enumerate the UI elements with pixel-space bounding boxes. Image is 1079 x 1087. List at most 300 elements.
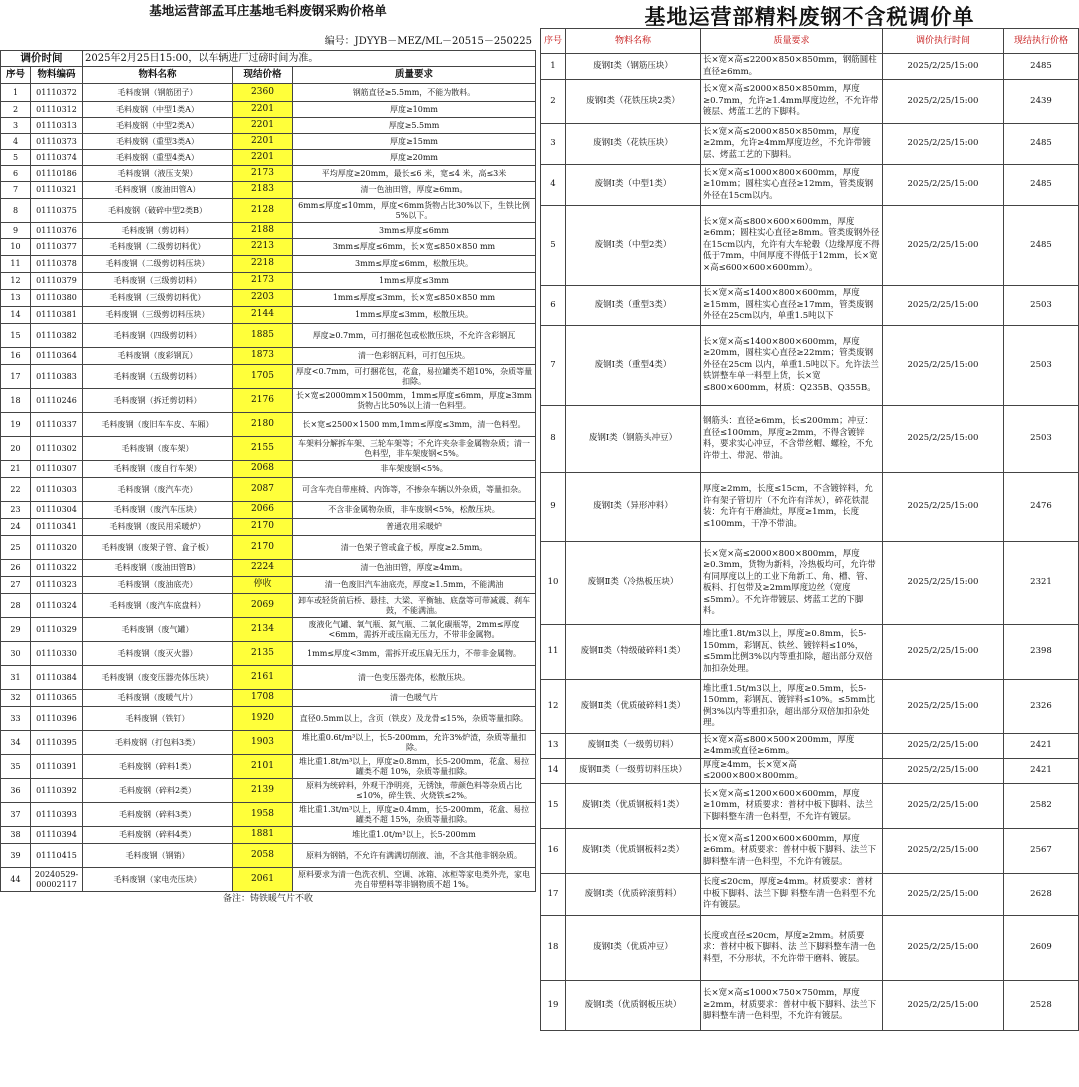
material-code: 01110393 <box>31 803 83 827</box>
material-name: 废钢Ⅰ类（钢筋头冲豆） <box>566 406 701 473</box>
time-value: 2025年2月25日15:00，以车辆进厂过磅时间为准。 <box>83 51 536 67</box>
cash-price: 2170 <box>233 519 293 536</box>
cash-price: 1873 <box>233 348 293 365</box>
material-code: 01110392 <box>31 779 83 803</box>
material-code: 01110379 <box>31 273 83 290</box>
row-number: 24 <box>1 519 31 536</box>
quality-requirement: 清一色废旧汽车油底壳，厚度≥1.5mm，不能满油 <box>293 577 536 594</box>
material-code: 01110246 <box>31 389 83 413</box>
material-code: 01110364 <box>31 348 83 365</box>
material-name: 毛料废钢（铁钉） <box>83 707 233 731</box>
adjustment-time: 2025/2/25/15:00 <box>883 542 1004 625</box>
header-cell: 质量要求 <box>701 29 883 54</box>
material-name: 毛料废钢（碎料4类） <box>83 827 233 844</box>
material-name: 毛料废钢（废旧车车皮、车厢） <box>83 413 233 437</box>
adjustment-time: 2025/2/25/15:00 <box>883 165 1004 206</box>
cash-price: 2135 <box>233 642 293 666</box>
quality-requirement: 堆比重1.3t/m³以上，厚度≥0.4mm，长5-200mm，花盒、易拉罐类不超 15%，杂质等量扣除。 <box>293 803 536 827</box>
price-table <box>0 50 536 892</box>
table-row <box>1 182 536 199</box>
material-name: 毛料废钢（中型1类A） <box>83 102 233 118</box>
quality-requirement: 原料要求为清一色洗衣机、空调、冰箱、冰柜等家电类外壳，家电壳自带塑料等非钢物质不超 1%。 <box>293 868 536 892</box>
material-code: 01110330 <box>31 642 83 666</box>
row-number: 11 <box>1 256 31 273</box>
table-row <box>1 150 536 166</box>
cash-price: 2128 <box>233 199 293 223</box>
cash-price: 2066 <box>233 502 293 519</box>
material-name: 毛料废钢（四级剪切料） <box>83 324 233 348</box>
material-name: 毛料废钢（废汽车壳） <box>83 478 233 502</box>
material-code: 01110322 <box>31 560 83 577</box>
cash-price: 2421 <box>1004 759 1079 784</box>
cash-price: 2144 <box>233 307 293 324</box>
cash-price: 停收 <box>233 577 293 594</box>
row-number: 10 <box>541 542 566 625</box>
cash-price: 2476 <box>1004 473 1079 542</box>
material-name: 毛料废钢（废变压器壳体压块） <box>83 666 233 690</box>
row-number: 9 <box>1 223 31 239</box>
quality-requirement: 钢筋直径≥5.5mm，不能为散料。 <box>293 84 536 102</box>
material-name: 毛料废钢（碎料2类） <box>83 779 233 803</box>
material-name: 毛料废钢（废汽车压块） <box>83 502 233 519</box>
row-number: 36 <box>1 779 31 803</box>
row-number: 16 <box>541 829 566 874</box>
material-code: 01110374 <box>31 150 83 166</box>
material-name: 毛料废钢（剪切料） <box>83 223 233 239</box>
table-header <box>541 29 1079 54</box>
row-number: 7 <box>1 182 31 199</box>
quality-requirement: 直径0.5mm以上，含页（铁皮）及龙骨≤15%，杂质等量扣除。 <box>293 707 536 731</box>
adjustment-time: 2025/2/25/15:00 <box>883 680 1004 734</box>
material-code: 01110381 <box>31 307 83 324</box>
quality-requirement: 长×宽×高≤2200×850×850mm，钢筋圆柱直径≥6mm。 <box>701 54 883 80</box>
header-cell: 质量要求 <box>293 67 536 84</box>
header-cell: 序号 <box>1 67 31 84</box>
row-number: 19 <box>541 981 566 1031</box>
material-name: 毛料废钢（二级剪切料优） <box>83 239 233 256</box>
adjustment-time: 2025/2/25/15:00 <box>883 473 1004 542</box>
row-number: 38 <box>1 827 31 844</box>
material-name: 毛料废钢（钢筋团子） <box>83 84 233 102</box>
table-row <box>1 256 536 273</box>
row-number: 5 <box>541 206 566 286</box>
row-number: 31 <box>1 666 31 690</box>
table-row <box>1 594 536 618</box>
row-number: 11 <box>541 625 566 680</box>
cash-price: 2582 <box>1004 784 1079 829</box>
cash-price: 2087 <box>233 478 293 502</box>
material-code: 01110383 <box>31 365 83 389</box>
cash-price: 2398 <box>1004 625 1079 680</box>
quality-requirement: 堆比重1.8t/m3以上，厚度≥0.8mm，长5-150mm，彩钢瓦、铁丝、镀锌料≤10%，≤5mm比例3%以内等重扣除，超出部分双倍加扣杂处理。 <box>701 625 883 680</box>
cash-price: 2139 <box>233 779 293 803</box>
table-row <box>1 707 536 731</box>
material-name: 毛料废钢（废民用采暖炉） <box>83 519 233 536</box>
quality-requirement: 厚度≥2mm，长度≤15cm，不含镀锌料，允许有架子管切片（不允许有洋灰），碎花铁混装：允许有干磨油灶，厚度≥1mm，长度≤100mm，干净不带油。 <box>701 473 883 542</box>
cash-price: 1920 <box>233 707 293 731</box>
cash-price: 1903 <box>233 731 293 755</box>
material-name: 毛料废钢（重型4类A） <box>83 150 233 166</box>
cash-price: 2155 <box>233 437 293 461</box>
table-row <box>1 389 536 413</box>
material-name: 毛料废钢（废油田管A） <box>83 182 233 199</box>
cash-price: 2213 <box>233 239 293 256</box>
quality-requirement: 长×宽×高≤800×600×600mm，厚度≥6mm；圆柱实心直径≥8mm。管类废钢外径在15cm以内，允许有大车轮毂（边缘厚度不得低于7mm，中间厚度不得低于12mm，长×宽×高≤600×600×600mm）。 <box>701 206 883 286</box>
material-name: 毛料废钢（拆迁剪切料） <box>83 389 233 413</box>
quality-requirement: 钢筋头：直径≥6mm，长≤200mm；冲豆：直径≤100mm，厚度≥2mm，不得含镀锌料，要求实心冲豆，不含带丝帽、螺栓，不允许带土、带泥、带油。 <box>701 406 883 473</box>
table-row <box>541 916 1079 981</box>
adjustment-time: 2025/2/25/15:00 <box>883 734 1004 759</box>
time-label: 调价时间 <box>1 51 83 67</box>
material-name: 毛料废钢（三级剪切料优） <box>83 290 233 307</box>
quality-requirement: 不含非金属物杂质，非车废钢<5%，松散压块。 <box>293 502 536 519</box>
row-number: 16 <box>1 348 31 365</box>
table-row <box>1 413 536 437</box>
table-row <box>1 348 536 365</box>
row-number: 3 <box>541 124 566 165</box>
quality-requirement: 1mm≤厚度≤3mm <box>293 273 536 290</box>
quality-requirement: 长×宽×高≤2000×850×850mm，厚度≥0.7mm，允许≥1.4mm厚度边丝，不允许带镀层、烤蓝工艺的下脚料。 <box>701 80 883 124</box>
table-row <box>1 273 536 290</box>
cash-price: 2503 <box>1004 406 1079 473</box>
material-code: 01110365 <box>31 690 83 707</box>
table-row <box>1 199 536 223</box>
material-name: 毛料废钢（废自行车架） <box>83 461 233 478</box>
quality-requirement: 堆比重1.0t/m³以上，长5-200mm <box>293 827 536 844</box>
row-number: 5 <box>1 150 31 166</box>
table-row <box>541 680 1079 734</box>
cash-price: 2069 <box>233 594 293 618</box>
material-name: 毛料废钢（碎料3类） <box>83 803 233 827</box>
quality-requirement: 清一色变压器壳体，松散压块。 <box>293 666 536 690</box>
cash-price: 2528 <box>1004 981 1079 1031</box>
row-number: 14 <box>541 759 566 784</box>
row-number: 6 <box>1 166 31 182</box>
quality-requirement: 可含车壳自带座椅、内饰等，不掺杂车辆以外杂质，等量扣杂。 <box>293 478 536 502</box>
material-name: 废钢Ⅰ类（钢筋压块） <box>566 54 701 80</box>
material-name: 废钢Ⅰ类（异形冲料） <box>566 473 701 542</box>
material-code: 01110380 <box>31 290 83 307</box>
table-row <box>1 365 536 389</box>
cash-price: 2134 <box>233 618 293 642</box>
row-number: 15 <box>541 784 566 829</box>
cash-price: 2061 <box>233 868 293 892</box>
header-cell: 物料名称 <box>566 29 701 54</box>
material-name: 毛料废钢（破碎中型2类B） <box>83 199 233 223</box>
row-number: 12 <box>1 273 31 290</box>
material-name: 毛料废钢（家电壳压块） <box>83 868 233 892</box>
row-number: 13 <box>541 734 566 759</box>
quality-requirement: 1mm≤厚度<3mm，需拆开或压扁无压力，不带非金属物。 <box>293 642 536 666</box>
row-number: 6 <box>541 286 566 326</box>
table-row <box>1 755 536 779</box>
cash-price: 2068 <box>233 461 293 478</box>
table-row <box>541 80 1079 124</box>
quality-requirement: 3mm≤厚度≤6mm，长×宽≤850×850 mm <box>293 239 536 256</box>
table-row <box>1 166 536 182</box>
table-row <box>1 461 536 478</box>
header-cell: 调价执行时间 <box>883 29 1004 54</box>
cash-price: 1958 <box>233 803 293 827</box>
row-number: 22 <box>1 478 31 502</box>
quality-requirement: 3mm≤厚度≤6mm，松散压块。 <box>293 256 536 273</box>
material-name: 毛料废钢（碎料1类） <box>83 755 233 779</box>
cash-price: 2218 <box>233 256 293 273</box>
document-code: 编号：JDYYB－MEZ/ML－20515－250225 <box>324 36 532 47</box>
adjustment-time: 2025/2/25/15:00 <box>883 916 1004 981</box>
quality-requirement: 1mm≤厚度≤3mm，松散压块。 <box>293 307 536 324</box>
cash-price: 2503 <box>1004 326 1079 406</box>
row-number: 39 <box>1 844 31 868</box>
quality-requirement: 长×宽×高≤2000×800×800mm，厚度≥0.3mm，货物为新料，冷热板均可，允许带有同厚度以上的工业下角新工、角、槽、管、板料、打包带及≥2mm厚度边丝（宽度≤5mm）。不允许带镀层、烤蓝工艺的下脚料。 <box>701 542 883 625</box>
material-name: 废钢Ⅰ类（花铁压块2类） <box>566 80 701 124</box>
table-row <box>541 981 1079 1031</box>
quality-requirement: 厚度≥20mm <box>293 150 536 166</box>
row-number: 19 <box>1 413 31 437</box>
cash-price: 2180 <box>233 413 293 437</box>
material-name: 毛料废钢（二级剪切料压块） <box>83 256 233 273</box>
material-code: 01110304 <box>31 502 83 519</box>
cash-price: 2326 <box>1004 680 1079 734</box>
quality-requirement: 1mm≤厚度≤3mm，长×宽≤850×850 mm <box>293 290 536 307</box>
material-name: 废钢Ⅰ类（重型4类） <box>566 326 701 406</box>
header-cell: 序号 <box>541 29 566 54</box>
row-number: 12 <box>541 680 566 734</box>
material-name: 毛料废钢（废暖气片） <box>83 690 233 707</box>
row-number: 25 <box>1 536 31 560</box>
header-cell: 现结执行价格 <box>1004 29 1079 54</box>
material-code: 01110377 <box>31 239 83 256</box>
material-code: 01110312 <box>31 102 83 118</box>
material-code: 01110415 <box>31 844 83 868</box>
quality-requirement: 长×宽×高≤1000×800×600mm，厚度≥10mm；圆柱实心直径≥12mm，管类废钢外径在15cm以内。 <box>701 165 883 206</box>
table-row <box>541 206 1079 286</box>
table-row <box>541 406 1079 473</box>
material-name: 废钢Ⅰ类（中型2类） <box>566 206 701 286</box>
table-row <box>541 874 1079 916</box>
header-cell: 现结价格 <box>233 67 293 84</box>
table-row <box>1 223 536 239</box>
adjustment-time: 2025/2/25/15:00 <box>883 80 1004 124</box>
table-row <box>1 84 536 102</box>
material-code: 01110391 <box>31 755 83 779</box>
table-row <box>1 519 536 536</box>
material-code: 01110324 <box>31 594 83 618</box>
cash-price: 1708 <box>233 690 293 707</box>
quality-requirement: 长×宽×高≤2000×850×850mm，厚度≥2mm，允许≥4mm厚度边丝，不允许带镀层、烤蓝工艺的下脚料。 <box>701 124 883 165</box>
cash-price: 2439 <box>1004 80 1079 124</box>
quality-requirement: 长×宽×高≤1400×800×600mm，厚度≥15mm，圆柱实心直径≥17mm，管类废钢外径在25cm以内，单重1.5吨以下 <box>701 286 883 326</box>
row-number: 37 <box>1 803 31 827</box>
quality-requirement: 长度或直径≤20cm，厚度≥2mm。材质要求：普材中板下脚料、法 兰下脚料整车清一色料型，不分形状，不允许带干磨料、镀层。 <box>701 916 883 981</box>
row-number: 44 <box>1 868 31 892</box>
material-name: 毛料废钢（废车架） <box>83 437 233 461</box>
material-name: 废钢Ⅰ类（优质钢板料1类） <box>566 784 701 829</box>
quality-requirement: 厚度≥10mm <box>293 102 536 118</box>
quality-requirement: 长度≤20cm，厚度≥4mm。材质要求：普材中板下脚料、法兰下脚 料整车清一色料型不允许有镀层。 <box>701 874 883 916</box>
row-number: 17 <box>541 874 566 916</box>
table-row <box>541 165 1079 206</box>
row-number: 4 <box>541 165 566 206</box>
material-name: 毛料废钢（三级剪切料压块） <box>83 307 233 324</box>
table-row <box>541 759 1079 784</box>
quality-requirement: 厚度≥15mm <box>293 134 536 150</box>
material-code: 01110341 <box>31 519 83 536</box>
cash-price: 1705 <box>233 365 293 389</box>
table-row <box>1 868 536 892</box>
cash-price: 2321 <box>1004 542 1079 625</box>
quality-requirement: 清一色彩钢瓦料，可打包压块。 <box>293 348 536 365</box>
cash-price: 2485 <box>1004 206 1079 286</box>
sheet-title: 基地运营部孟耳庄基地毛料废钢采购价格单 <box>149 3 387 18</box>
quality-requirement: 卸车或轻货前后桥、悬挂、大梁、平衡轴、底盘等可带减震、刹车鼓，不能满油。 <box>293 594 536 618</box>
table-row <box>541 473 1079 542</box>
cash-price: 2485 <box>1004 165 1079 206</box>
material-name: 废钢Ⅰ类（花铁压块） <box>566 124 701 165</box>
row-number: 2 <box>1 102 31 118</box>
table-row <box>541 784 1079 829</box>
quality-requirement: 长×宽≤2500×1500 mm,1mm≤厚度≤3mm，清一色料型。 <box>293 413 536 437</box>
material-name: 废钢Ⅰ类（优质钢板料2类） <box>566 829 701 874</box>
quality-requirement: 清一色油田管，厚度≥4mm。 <box>293 560 536 577</box>
table-row <box>541 625 1079 680</box>
material-code: 01110395 <box>31 731 83 755</box>
quality-requirement: 普通农用采暖炉 <box>293 519 536 536</box>
material-code: 01110376 <box>31 223 83 239</box>
material-code: 01110384 <box>31 666 83 690</box>
table-row <box>1 134 536 150</box>
material-code: 01110375 <box>31 199 83 223</box>
material-name: 毛料废钢（废油底壳） <box>83 577 233 594</box>
material-code: 01110303 <box>31 478 83 502</box>
cash-price: 2201 <box>233 118 293 134</box>
row-number: 35 <box>1 755 31 779</box>
time-row <box>1 51 536 67</box>
table-row <box>1 478 536 502</box>
cash-price: 2176 <box>233 389 293 413</box>
table-row <box>1 690 536 707</box>
row-number: 10 <box>1 239 31 256</box>
material-name: 毛料废钢（中型2类A） <box>83 118 233 134</box>
table-header <box>1 67 536 84</box>
cash-price: 2173 <box>233 273 293 290</box>
cash-price: 1881 <box>233 827 293 844</box>
adjustment-time: 2025/2/25/15:00 <box>883 326 1004 406</box>
table-row <box>1 618 536 642</box>
material-name: 废钢Ⅱ类（一级剪切料压块） <box>566 759 701 784</box>
row-number: 8 <box>541 406 566 473</box>
material-name: 废钢Ⅰ类（中型1类） <box>566 165 701 206</box>
adjustment-time: 2025/2/25/15:00 <box>883 784 1004 829</box>
cash-price: 2628 <box>1004 874 1079 916</box>
table-row <box>1 666 536 690</box>
quality-requirement: 长×宽×高≤800×500×200mm，厚度≥4mm或直径≥6mm。 <box>701 734 883 759</box>
cash-price: 2188 <box>233 223 293 239</box>
row-number: 14 <box>1 307 31 324</box>
quality-requirement: 堆比重1.8t/m³以上，厚度≥0.8mm，长5-200mm，花盒、易拉罐类不超 10%，杂质等量扣除。 <box>293 755 536 779</box>
cash-price: 2609 <box>1004 916 1079 981</box>
cash-price: 2173 <box>233 166 293 182</box>
material-code: 01110382 <box>31 324 83 348</box>
row-number: 1 <box>1 84 31 102</box>
row-number: 33 <box>1 707 31 731</box>
quality-requirement: 原料为钢销，不允许有满满切削液、油，不含其他非钢杂质。 <box>293 844 536 868</box>
quality-requirement: 长×宽×高≤1400×800×600mm，厚度≥20mm，圆柱实心直径≥22mm；管类废钢外径在25cm 以内，单重1.5吨以下。允许法兰 铁饼整车单一料型上货，长×宽≤800×600mm，材质：Q235B、Q355B。 <box>701 326 883 406</box>
table-row <box>1 536 536 560</box>
quality-requirement: 长×宽≤2000mm×1500mm，1mm≤厚度≤6mm，厚度≥3mm 货物占比50%以上清一色料型。 <box>293 389 536 413</box>
quality-requirement: 厚度≥0.7mm，可打捆花包或松散压块，不允许含彩钢瓦 <box>293 324 536 348</box>
adjustment-time: 2025/2/25/15:00 <box>883 54 1004 80</box>
table-row <box>1 502 536 519</box>
material-name: 废钢Ⅰ类（优质钢板压块） <box>566 981 701 1031</box>
material-code: 01110337 <box>31 413 83 437</box>
material-code: 20240529-00002117 <box>31 868 83 892</box>
row-number: 29 <box>1 618 31 642</box>
material-code: 01110329 <box>31 618 83 642</box>
row-number: 17 <box>1 365 31 389</box>
material-name: 毛料废钢（钢销） <box>83 844 233 868</box>
row-number: 18 <box>541 916 566 981</box>
adjustment-time: 2025/2/25/15:00 <box>883 759 1004 784</box>
cash-price: 2421 <box>1004 734 1079 759</box>
quality-requirement: 长×宽×高≤1200×600×600mm，厚度≥6mm。材质要求：普材中板下脚料、法兰下脚料整车清一色料型，不允许有镀层。 <box>701 829 883 874</box>
material-name: 毛料废钢（废灭火器） <box>83 642 233 666</box>
material-name: 废钢Ⅰ类（优质冲豆） <box>566 916 701 981</box>
table-row <box>1 290 536 307</box>
material-name: 毛料废钢（液压支架） <box>83 166 233 182</box>
adjustment-time: 2025/2/25/15:00 <box>883 625 1004 680</box>
table-row <box>541 124 1079 165</box>
cash-price: 2101 <box>233 755 293 779</box>
header-cell: 物料名称 <box>83 67 233 84</box>
material-code: 01110302 <box>31 437 83 461</box>
cash-price: 2201 <box>233 102 293 118</box>
quality-requirement: 清一色暖气片 <box>293 690 536 707</box>
sheet-title: 基地运营部精料废钢不含税调价单 <box>644 4 975 28</box>
adjustment-time: 2025/2/25/15:00 <box>883 206 1004 286</box>
row-number: 18 <box>1 389 31 413</box>
quality-requirement: 非车架废钢<5%。 <box>293 461 536 478</box>
material-code: 01110378 <box>31 256 83 273</box>
table-row <box>1 118 536 134</box>
material-name: 毛料废钢（三级剪切料） <box>83 273 233 290</box>
adjustment-time: 2025/2/25/15:00 <box>883 124 1004 165</box>
row-number: 3 <box>1 118 31 134</box>
row-number: 20 <box>1 437 31 461</box>
material-code: 01110323 <box>31 577 83 594</box>
quality-requirement: 清一色架子管或盒子板，厚度≥2.5mm。 <box>293 536 536 560</box>
quality-requirement: 6mm≤厚度≤10mm，厚度<6mm货物占比30%以下，生铁比例5%以下。 <box>293 199 536 223</box>
material-code: 01110372 <box>31 84 83 102</box>
table-row <box>1 642 536 666</box>
quality-requirement: 废液化气罐、氧气瓶、氮气瓶、二氧化碳瓶等，2mm≤厚度<6mm，需拆开或压扁无压力，不带非金属物。 <box>293 618 536 642</box>
quality-requirement: 长×宽×高≤1200×600×600mm，厚度≥10mm，材质要求：普材中板下脚料、法兰下脚料整车清一色料型，不允许有镀层。 <box>701 784 883 829</box>
table-row <box>1 239 536 256</box>
material-name: 废钢Ⅱ类（特级破碎料1类） <box>566 625 701 680</box>
row-number: 28 <box>1 594 31 618</box>
row-number: 2 <box>541 80 566 124</box>
cash-price: 2161 <box>233 666 293 690</box>
quality-requirement: 车架料分解拆车架、三轮车架等；不允许夹杂非金属物杂质；清一色料型，非车架废钢<5%。 <box>293 437 536 461</box>
cash-price: 2183 <box>233 182 293 199</box>
adjustment-time: 2025/2/25/15:00 <box>883 874 1004 916</box>
row-number: 27 <box>1 577 31 594</box>
material-name: 毛料废钢（重型3类A） <box>83 134 233 150</box>
quality-requirement: 堆比重1.5t/m3以上，厚度≥0.5mm，长5-150mm，彩钢瓦、镀锌料≤10%。≤5mm比例3%以内等重扣杂，超出部分双倍加扣杂处理。 <box>701 680 883 734</box>
adjustment-table <box>540 28 1079 1031</box>
quality-requirement: 清一色油田管，厚度≥6mm。 <box>293 182 536 199</box>
material-name: 毛料废钢（五级剪切料） <box>83 365 233 389</box>
